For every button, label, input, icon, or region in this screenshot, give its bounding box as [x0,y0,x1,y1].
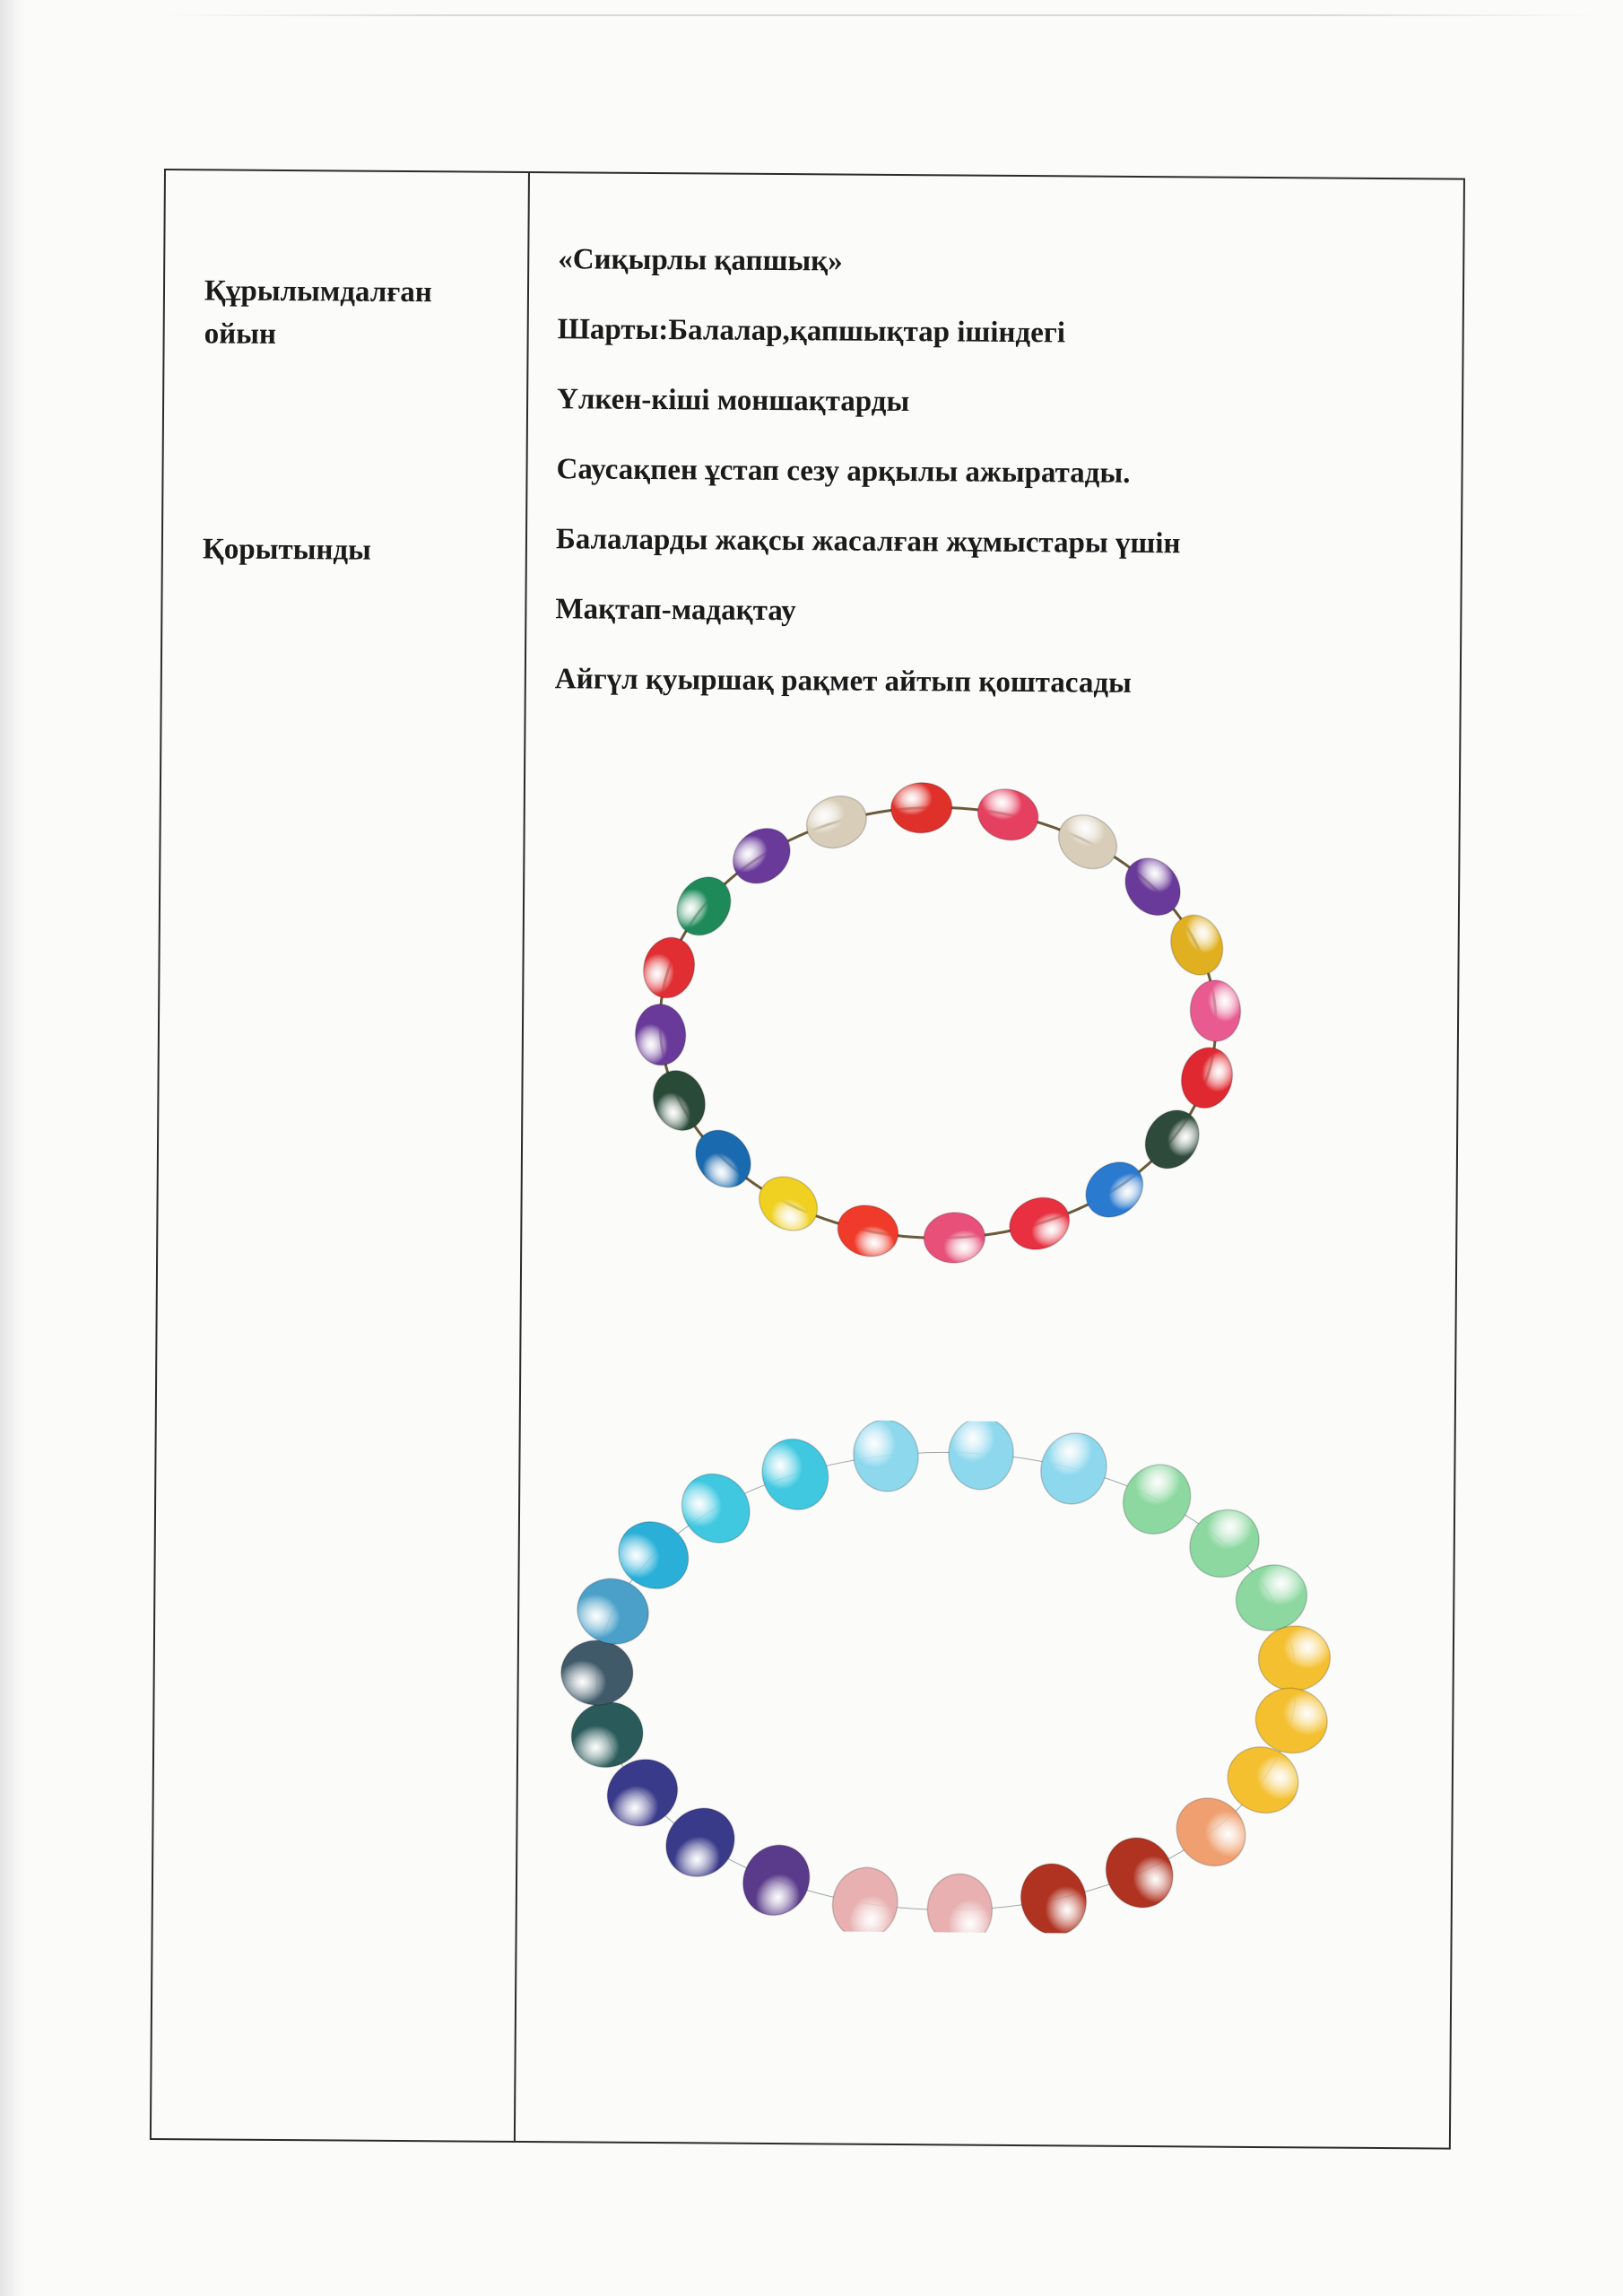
activity-text [554,241,1419,737]
bead [634,1003,688,1066]
text-line: Балаларды жақсы жасалған жұмыстары үшін [555,523,1181,561]
flat-stone-bracelet [551,769,1361,1277]
bead [799,787,874,857]
bead [825,1861,905,1935]
bead [637,932,700,1004]
bead [1162,908,1231,983]
bracelet-image-2 [546,1418,1357,1935]
scan-line [161,14,1596,16]
bracelet-image-1 [551,769,1361,1277]
text-line: Мақтап-мадақтау [555,593,796,628]
bead [1012,1856,1096,1935]
bead [749,1166,827,1241]
bead [945,1418,1017,1492]
bead [1175,1042,1238,1114]
round-bead-bracelet [546,1418,1357,1935]
bead [890,781,953,835]
bead [1109,1451,1204,1547]
row-label-structured-game: Құрылымдалған ойын [204,274,432,351]
bead [751,1428,839,1520]
bead [1048,804,1126,880]
bead [560,1639,634,1707]
game-condition: Шарты:Балалар,қапшықтар ішіндегі [557,313,1066,350]
bead [832,1199,904,1263]
bead [923,1211,986,1265]
bead [722,817,801,894]
bead [1075,1151,1154,1228]
bead [848,1418,924,1496]
bead [684,1119,761,1198]
bead [1114,848,1191,926]
bead [731,1833,822,1927]
bead [1002,1189,1077,1258]
bead [926,1873,994,1935]
bead [1255,1622,1333,1694]
game-title: «Сиқырлы қапшық» [558,243,843,278]
bead [645,1063,714,1138]
text-line: Саусақпен ұстап сезу арқылы ажыратады. [556,453,1131,490]
scan-edge-shadow [0,0,25,2296]
document-table [150,169,1465,2150]
text-line: Үлкен-кіші моншақтарды [556,383,910,419]
bead [1030,1423,1116,1514]
bead [1093,1825,1186,1920]
bead [1189,978,1243,1042]
bead [972,783,1044,847]
row-label-conclusion: Қорытынды [202,533,372,567]
text-line: Айгүл қуыршақ рақмет айтып қоштасады [554,663,1133,700]
